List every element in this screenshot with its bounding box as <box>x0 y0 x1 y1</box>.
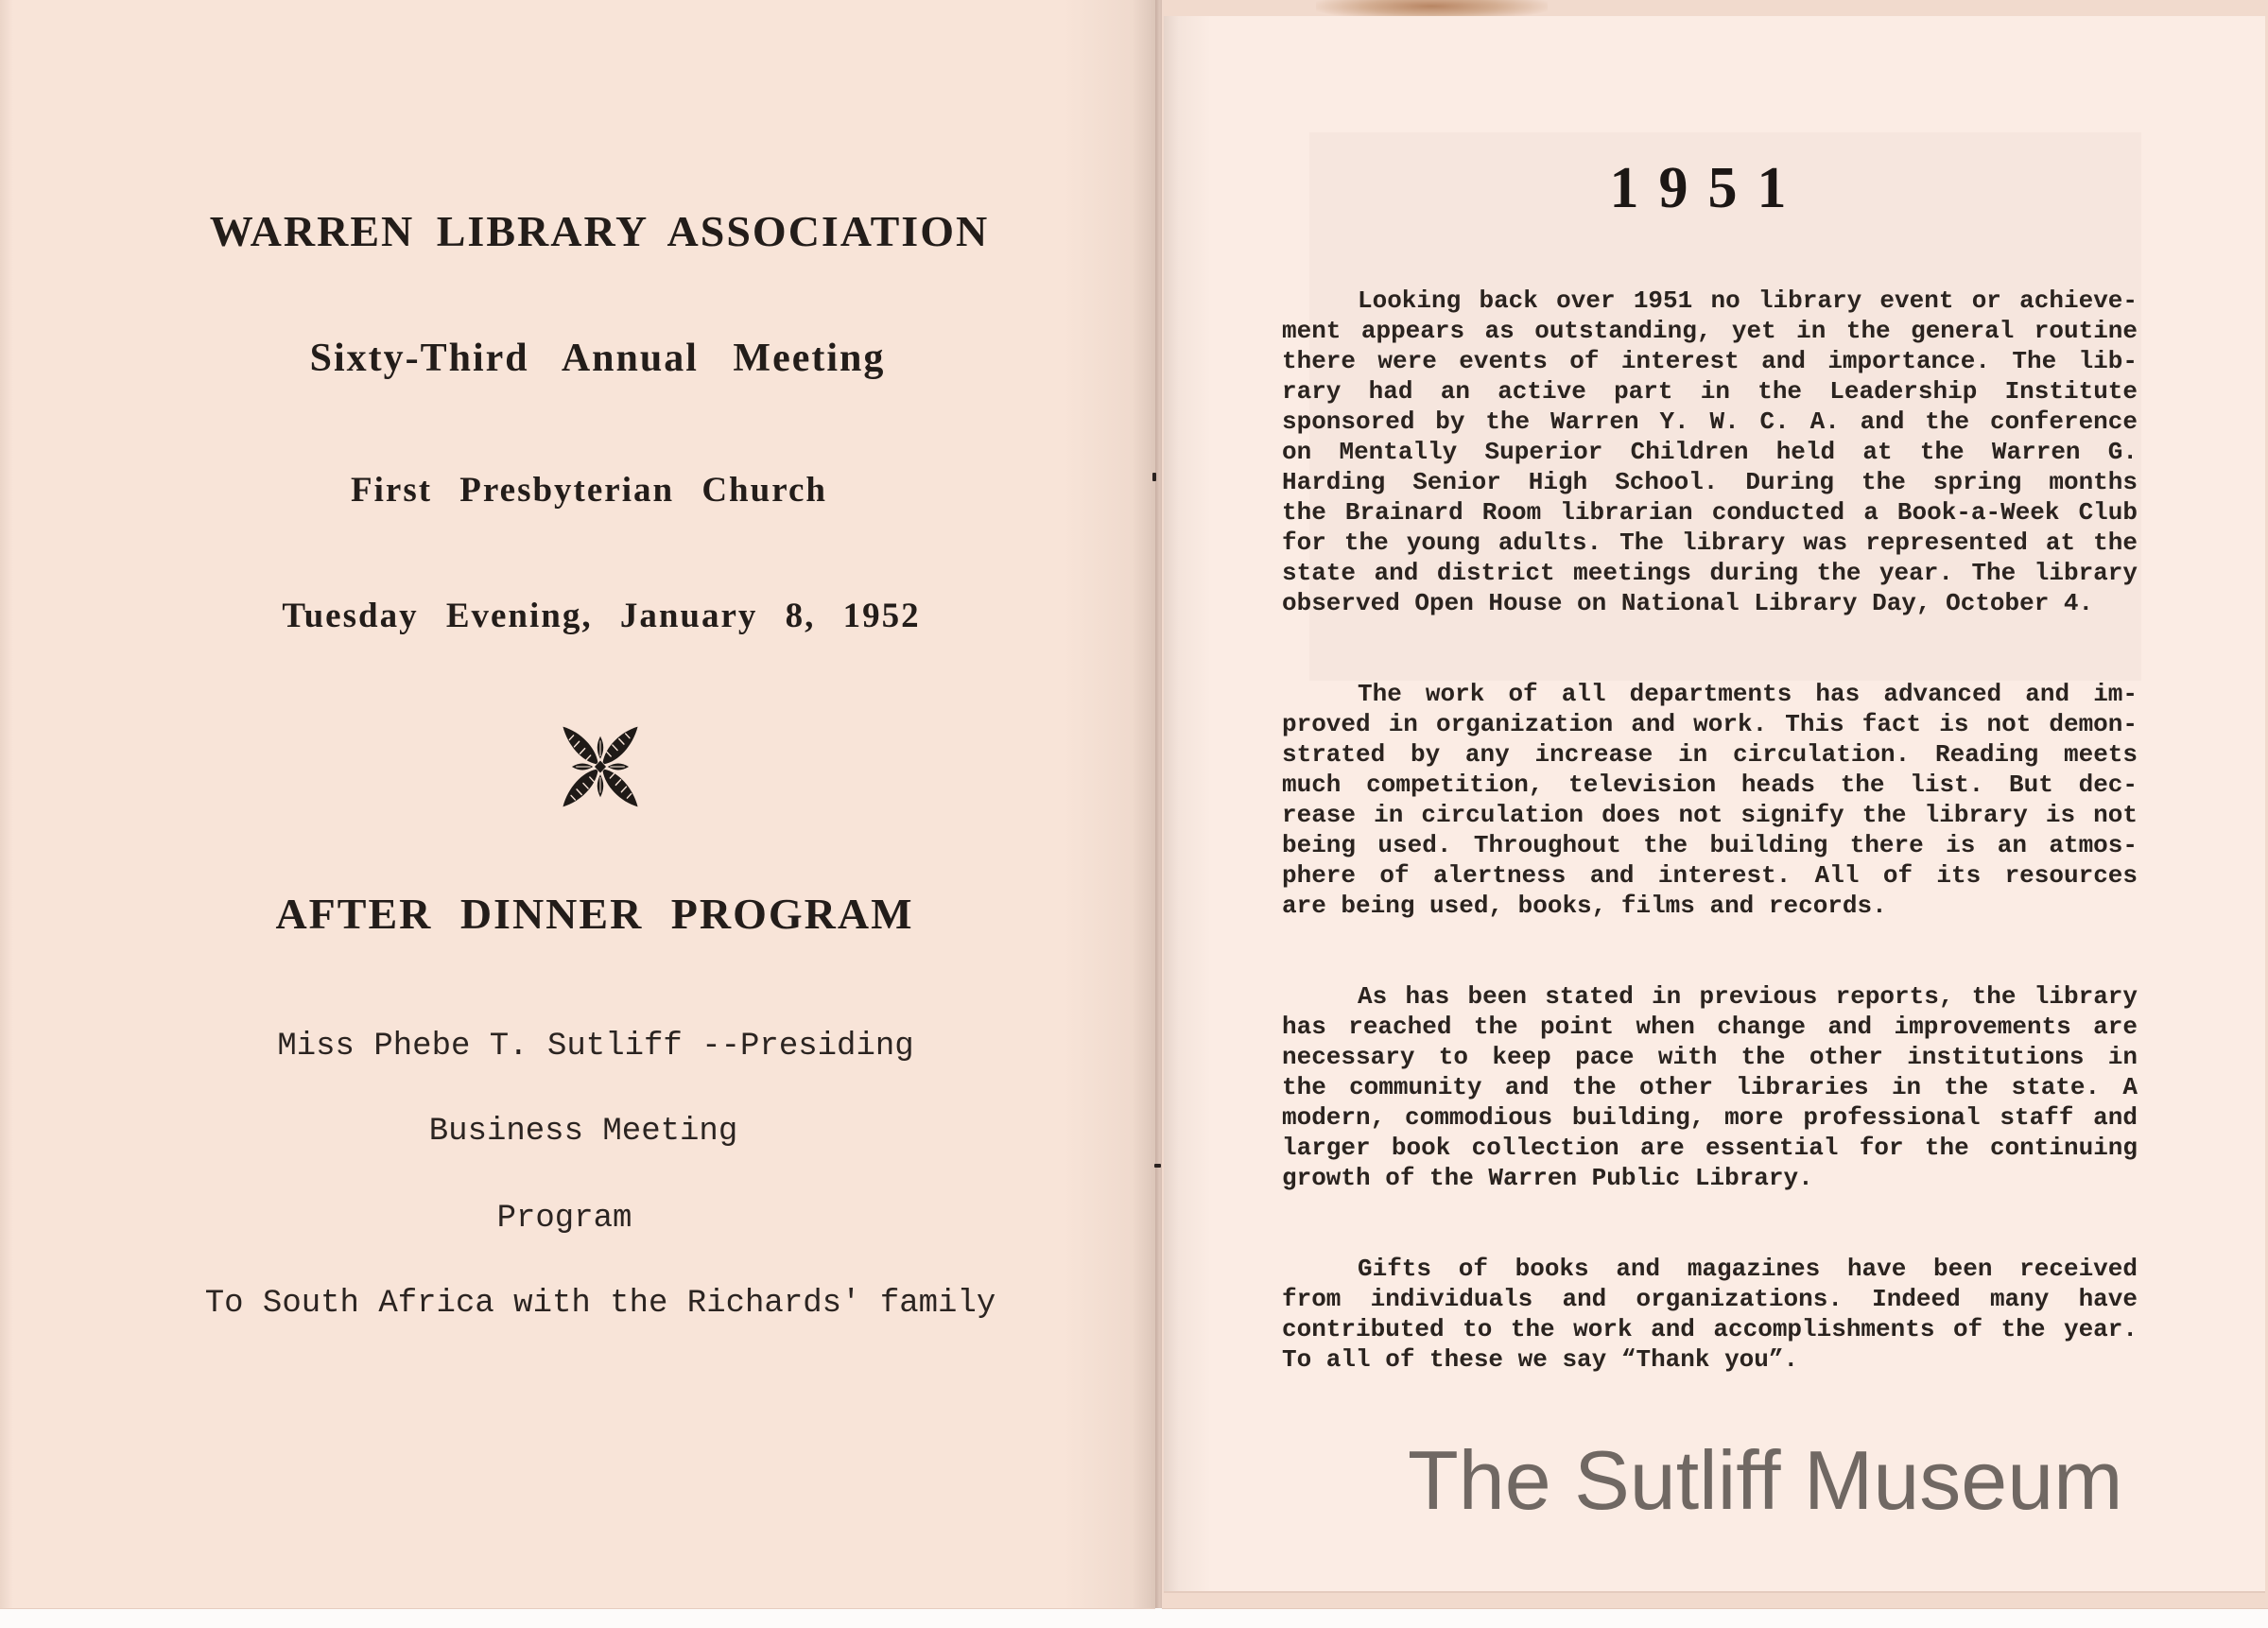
report-text-line: contributed to the work and accomplishments of the year. <box>1282 1315 2138 1343</box>
program-item-program: Program <box>496 1201 632 1237</box>
report-text-line: proved in organization and work. This fact is not demon- <box>1282 710 2138 738</box>
report-text-line: As has been stated in previous reports, the library <box>1358 982 2138 1011</box>
meeting-venue: First Presbyterian Church <box>351 471 827 510</box>
program-item-feature: To South Africa with the Richards' family <box>204 1286 996 1322</box>
report-text-line: from individuals and organizations. Indeed many have <box>1282 1285 2138 1313</box>
floral-ornament-icon <box>560 723 641 810</box>
report-paragraph <box>1282 981 2138 1193</box>
report-text-line: for the young adults. The library was represented at the <box>1282 528 2138 557</box>
meeting-title: Sixty-Third Annual Meeting <box>309 337 886 380</box>
report-paragraph <box>1282 286 2138 618</box>
report-text-line: observed Open House on National Library Day, October 4. <box>1282 589 2094 617</box>
report-text-line: necessary to keep pace with the other institutions in <box>1282 1043 2138 1071</box>
report-text-line: the Brainard Room librarian conducted a Book-a-Week Club <box>1282 498 2138 527</box>
report-text-line: rease in circulation does not signify the library is not <box>1282 801 2138 829</box>
report-paragraph <box>1282 1254 2138 1375</box>
report-text-line: much competition, television heads the list. But dec- <box>1282 771 2138 799</box>
report-text-line: larger book collection are essential for the continuing <box>1282 1134 2138 1162</box>
report-text-line: being used. Throughout the building there is an atmos- <box>1282 831 2138 859</box>
staple-mark <box>1154 1164 1161 1168</box>
report-text-line: state and district meetings during the year. The library <box>1282 559 2138 587</box>
report-text-line: To all of these we say “Thank you”. <box>1282 1345 1799 1374</box>
report-text-line: growth of the Warren Public Library. <box>1282 1164 1813 1192</box>
report-text-line: strated by any increase in circulation. Reading meets <box>1282 740 2138 769</box>
meeting-date: Tuesday Evening, January 8, 1952 <box>282 597 921 635</box>
association-title: WARREN LIBRARY ASSOCIATION <box>209 207 990 255</box>
report-text-line: Harding Senior High School. During the spring months <box>1282 468 2138 496</box>
report-paragraph <box>1282 679 2138 921</box>
staple-mark <box>1152 473 1156 481</box>
report-text-line: sponsored by the Warren Y. W. C. A. and the conference <box>1282 407 2138 436</box>
report-text-line: the community and the other libraries in the state. A <box>1282 1073 2138 1101</box>
report-text-line: are being used, books, films and records. <box>1282 892 1887 920</box>
program-item-presiding: Miss Phebe T. Sutliff --Presiding <box>277 1029 914 1065</box>
program-item-business-meeting: Business Meeting <box>428 1114 738 1150</box>
report-text-line: on Mentally Superior Children held at the Warren G. <box>1282 438 2138 466</box>
program-heading: AFTER DINNER PROGRAM <box>275 890 914 938</box>
report-text-line: modern, commodious building, more professional staff and <box>1282 1103 2138 1132</box>
report-text-line: Gifts of books and magazines have been received <box>1358 1255 2138 1283</box>
report-text-line: The work of all departments has advanced and im- <box>1358 680 2138 708</box>
annual-report-text <box>1282 286 2138 1435</box>
report-text-line: there were events of interest and importance. The lib- <box>1282 347 2138 375</box>
report-text-line: Looking back over 1951 no library event or achieve- <box>1358 286 2138 315</box>
report-year-heading: 1951 <box>1609 156 1807 220</box>
report-text-line: ment appears as outstanding, yet in the general routine <box>1282 317 2138 345</box>
museum-watermark: The Sutliff Museum <box>1408 1433 2123 1527</box>
report-text-line: has reached the point when change and improvements are <box>1282 1013 2138 1041</box>
report-text-line: rary had an active part in the Leadership Institute <box>1282 377 2138 406</box>
report-text-line: phere of alertness and interest. All of its resources <box>1282 861 2138 890</box>
